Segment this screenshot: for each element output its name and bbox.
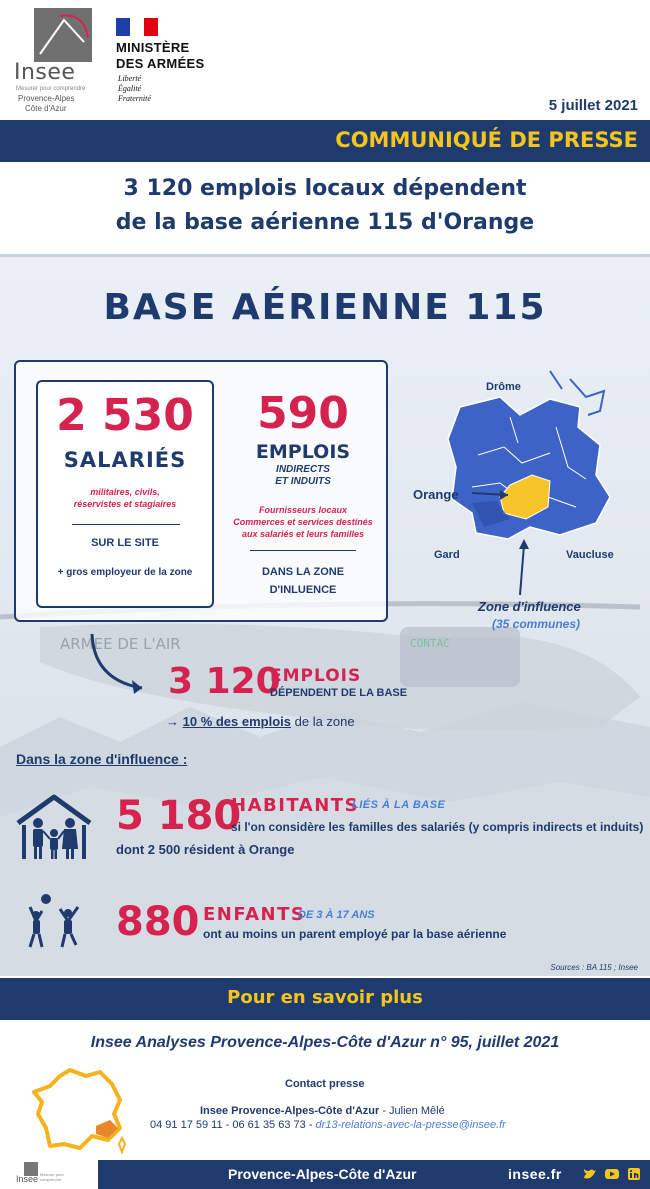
site-desc-line2: réservistes et stagiaires [73,499,177,509]
youtube-icon[interactable] [604,1166,620,1182]
site-note: + gros employeur de la zone [57,567,193,578]
inhabitants-tag: LIÉS À LA BASE [352,799,446,811]
contact-person: - Julien Mêlé [379,1105,445,1117]
footer-region: Provence-Alpes-Côte d'Azur [228,1166,417,1182]
right-arrow-icon: → [166,714,179,729]
indirect-jobs-value: 590 [257,388,349,439]
indirect-sub-line1: INDIRECTS [276,464,330,475]
sources-note: Sources : BA 115 ; Insee [550,963,638,972]
indirect-scope [228,563,378,599]
map-label-vaucluse: Vaucluse [566,549,614,561]
family-house-icon [14,793,94,863]
mindef-motto3: Fraternité [118,94,151,103]
children-value: 880 [116,899,200,945]
ministere-armees-logo[interactable] [116,18,236,110]
site-desc-line1: militaires, civils, [90,487,160,497]
total-jobs-sub: DÉPENDENT DE LA BASE [270,687,408,699]
inhabitants-sub: si l'on considère les familles des salariés (y compris indirects et induits) [231,820,644,834]
footer-bar [98,1160,650,1189]
children-playing-icon [24,891,84,951]
mindef-line2: DES ARMÉES [116,56,205,71]
jobs-share-line [166,714,355,729]
more-info-band[interactable] [0,978,650,1020]
indirect-scope-line1: DANS LA ZONE [261,566,345,578]
map-label-zone: Zone d'influence [478,599,581,614]
indirect-desc-line2: Commerces et services destinés [233,517,373,527]
contact-title: Contact presse [285,1078,365,1090]
total-jobs-unit: EMPLOIS [270,666,362,686]
twitter-icon[interactable] [582,1166,598,1182]
headline-line2: de la base aérienne 115 d'Orange [115,210,535,235]
site-employees-value: 2 530 [56,390,194,441]
press-release-band [0,120,650,162]
more-info-label: Pour en savoir plus [227,987,423,1008]
marianne-flag-icon [116,18,158,36]
insee-region-line2: Côte d'Azur [25,104,67,113]
press-release-label: COMMUNIQUÉ DE PRESSE [335,128,638,152]
site-employees-unit: SALARIÉS [63,448,187,472]
base-title: BASE AÉRIENNE 115 [103,287,547,328]
zone-heading: Dans la zone d'influence : [16,751,188,767]
header [0,0,650,120]
inhabitants-value: 5 180 [116,793,242,839]
divider [250,550,356,551]
divider [72,524,180,525]
heli-text2: CONTAC [410,637,450,650]
inhabitants-note: dont 2 500 résident à Orange [116,842,295,857]
mindef-motto2: Égalité [118,84,142,93]
headline-line1: 3 120 emplois locaux dépendent [123,176,527,201]
jobs-share-emphasis: 10 % des emplois [182,714,292,729]
linkedin-icon[interactable] [626,1166,642,1182]
press-date: 5 juillet 2021 [548,97,638,114]
indirect-scope-line2: D'INLUENCE [269,584,337,596]
map-label-zone-count: (35 communes) [492,617,581,631]
mindef-line1: MINISTÈRE [116,40,190,55]
insee-tagline: Mesurer pour comprendre [16,86,86,92]
inhabitants-unit: HABITANTS [231,795,360,816]
indirect-jobs-box [228,380,378,608]
map-label-drome: Drôme [486,381,521,393]
site-employees-desc [38,486,212,510]
france-map-icon [30,1064,130,1154]
curved-arrow-icon [84,630,174,700]
children-sub: ont au moins un parent employé par la base aérienne [203,927,507,941]
stats-panel [14,360,388,622]
site-employees-box [36,380,214,608]
mini-insee-tag: Mesurer pour comprendre [40,1172,64,1182]
mini-insee-logo[interactable] [16,1162,86,1184]
indirect-jobs-sub [228,464,378,488]
insee-logo-mark [34,8,92,62]
mini-insee-word: Insee [16,1174,39,1184]
contact-org-name: Insee Provence-Alpes-Côte d'Azur [200,1105,380,1117]
indirect-desc-line1: Fournisseurs locaux [258,505,348,515]
contact-email-link[interactable]: dr13-relations-avec-la-presse@insee.fr [315,1119,506,1131]
children-tag: DE 3 À 17 ANS [298,909,375,921]
indirect-jobs-unit: EMPLOIS [255,441,351,463]
insee-region-line1: Provence-Alpes [18,94,75,103]
mindef-motto1: Liberté [118,74,142,83]
indirect-jobs-desc [222,504,384,540]
map-label-orange: Orange [413,487,459,502]
influence-map [400,367,650,647]
site-scope: SUR LE SITE [91,537,159,549]
indirect-sub-line2: ET INDUITS [275,476,331,487]
contact-phones[interactable]: 04 91 17 59 11 - 06 61 35 63 73 - [150,1119,316,1131]
footer-site-link[interactable]: insee.fr [508,1166,562,1182]
map-label-gard: Gard [434,549,460,561]
headline [0,172,650,240]
total-jobs-value: 3 120 [168,661,281,702]
publication-link[interactable]: Insee Analyses Provence-Alpes-Côte d'Azur n° 95, juillet 2021 [90,1034,560,1051]
children-unit: ENFANTS [203,904,306,925]
contact-org [200,1105,445,1117]
contact-details [150,1119,506,1131]
indirect-desc-line3: aux salariés et leurs familles [241,529,365,539]
insee-logo[interactable] [8,6,92,116]
heli-text: ARMEE DE L'AIR [60,635,181,653]
jobs-share-rest: de la zone [291,714,355,729]
infographic [0,254,650,976]
insee-wordmark: Insee [14,60,76,85]
